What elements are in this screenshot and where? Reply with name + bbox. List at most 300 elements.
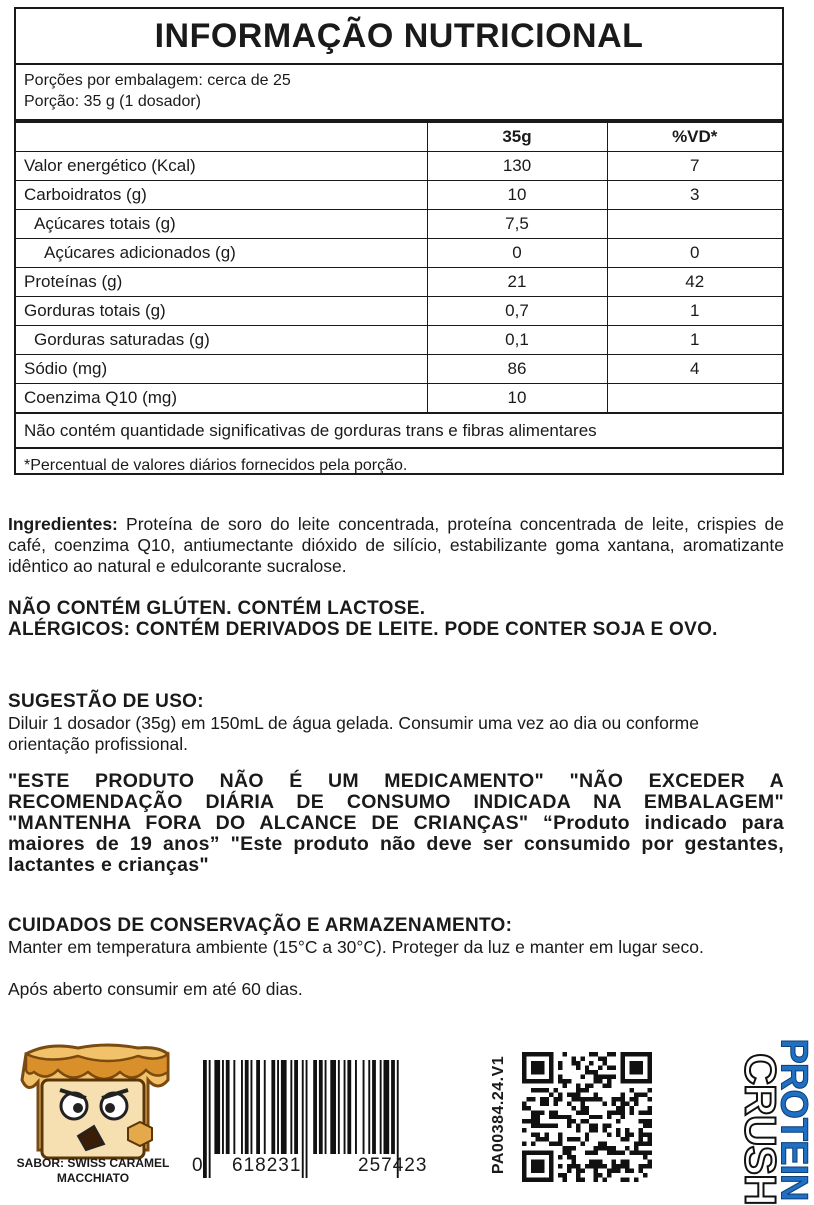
qr-module	[598, 1115, 602, 1119]
qr-module	[594, 1052, 598, 1056]
nutrient-amount: 0,1	[427, 326, 607, 355]
qr-module	[567, 1155, 571, 1159]
qr-module	[589, 1097, 593, 1101]
qr-module	[643, 1151, 647, 1155]
qr-module	[549, 1124, 553, 1128]
qr-module	[531, 1119, 535, 1123]
qr-module	[580, 1074, 584, 1078]
qr-module	[607, 1124, 611, 1128]
qr-module	[526, 1106, 530, 1110]
qr-module	[603, 1142, 607, 1146]
qr-module	[553, 1097, 557, 1101]
qr-module	[571, 1106, 575, 1110]
daily-value-footnote: *Percentual de valores diários fornecidos pela porção.	[24, 457, 408, 474]
qr-code-icon	[522, 1052, 652, 1182]
barcode-bar	[319, 1060, 323, 1154]
qr-module	[625, 1137, 629, 1141]
nutrient-dv: 42	[607, 268, 782, 297]
qr-module	[567, 1092, 571, 1096]
barcode-bar	[256, 1060, 260, 1154]
qr-module	[621, 1137, 625, 1141]
qr-module	[639, 1169, 643, 1173]
qr-module	[531, 1133, 535, 1137]
trans-fat-note: Não contém quantidade significativas de gorduras trans e fibras alimentares	[16, 413, 782, 449]
qr-module	[612, 1052, 616, 1056]
barcode-bar	[281, 1060, 287, 1154]
qr-module	[567, 1115, 571, 1119]
qr-module	[598, 1160, 602, 1164]
qr-module	[648, 1052, 652, 1083]
qr-module	[589, 1151, 593, 1155]
qr-module	[580, 1097, 584, 1101]
qr-module	[585, 1097, 589, 1101]
qr-module	[558, 1173, 562, 1177]
qr-module	[612, 1169, 616, 1173]
qr-module	[630, 1169, 634, 1173]
qr-module	[567, 1146, 571, 1150]
qr-module	[594, 1074, 598, 1078]
qr-module	[540, 1124, 544, 1128]
qr-module	[585, 1119, 589, 1123]
qr-module	[571, 1056, 575, 1060]
qr-module	[558, 1074, 562, 1078]
qr-module	[603, 1146, 607, 1150]
qr-module	[598, 1142, 602, 1146]
nutrition-title: INFORMAÇÃO NUTRICIONAL	[16, 9, 782, 65]
qr-module	[594, 1160, 598, 1164]
qr-module	[630, 1097, 634, 1101]
qr-module	[540, 1137, 544, 1141]
qr-module	[540, 1097, 544, 1101]
barcode-bar	[222, 1060, 224, 1154]
qr-module	[576, 1178, 580, 1182]
qr-module	[522, 1151, 553, 1155]
qr-module	[607, 1083, 611, 1087]
qr-module	[598, 1065, 602, 1069]
qr-module	[580, 1106, 584, 1110]
barcode-bar	[384, 1060, 390, 1154]
nutrient-label: Coenzima Q10 (mg)	[16, 384, 427, 413]
barcode-bar	[330, 1060, 336, 1154]
table-row	[16, 181, 782, 210]
storage-after-opening: Após aberto consumir em até 60 dias.	[8, 979, 303, 999]
qr-module	[621, 1106, 625, 1110]
qr-module	[553, 1101, 557, 1105]
qr-module	[616, 1119, 620, 1123]
qr-module	[558, 1142, 562, 1146]
barcode-bar	[338, 1060, 340, 1154]
qr-module	[607, 1074, 611, 1078]
qr-module	[643, 1124, 647, 1128]
qr-module	[607, 1173, 611, 1177]
qr-module	[634, 1092, 638, 1096]
brand-logo	[694, 1038, 814, 1205]
qr-module	[630, 1110, 634, 1114]
qr-module	[594, 1070, 598, 1074]
qr-module	[549, 1092, 553, 1096]
qr-module	[567, 1124, 571, 1128]
qr-module	[639, 1142, 643, 1146]
qr-module	[585, 1088, 589, 1092]
qr-module	[643, 1092, 647, 1096]
qr-module	[621, 1160, 625, 1164]
nutrient-amount: 10	[427, 384, 607, 413]
qr-module	[531, 1160, 544, 1173]
qr-module	[639, 1133, 643, 1137]
qr-module	[598, 1164, 602, 1168]
qr-module	[553, 1124, 557, 1128]
serving-info	[16, 65, 782, 123]
qr-module	[576, 1173, 580, 1177]
barcode-bar	[245, 1060, 249, 1154]
brand-word-protein: PROTEIN	[772, 1038, 814, 1201]
qr-module	[648, 1137, 652, 1141]
qr-module	[580, 1110, 584, 1114]
qr-module	[594, 1169, 598, 1173]
storage-text: Manter em temperatura ambiente (15°C a 30°C). Proteger da luz e manter em lugar seco.	[8, 937, 704, 957]
qr-module	[576, 1124, 580, 1128]
qr-module	[562, 1178, 566, 1182]
qr-module	[531, 1061, 544, 1074]
barcode-prefix: 0	[192, 1155, 204, 1176]
qr-module	[522, 1052, 526, 1083]
qr-module	[585, 1164, 589, 1168]
qr-module	[621, 1151, 625, 1155]
qr-module	[576, 1088, 580, 1092]
qr-module	[549, 1115, 553, 1119]
barcode-bar	[363, 1060, 365, 1154]
qr-module	[558, 1065, 562, 1069]
qr-module	[580, 1142, 584, 1146]
qr-module	[544, 1137, 548, 1141]
qr-module	[571, 1097, 575, 1101]
qr-module	[612, 1146, 616, 1150]
qr-module	[589, 1052, 593, 1056]
qr-module	[634, 1142, 638, 1146]
qr-module	[594, 1079, 598, 1083]
nutrient-label: Gorduras totais (g)	[16, 297, 427, 326]
barcode-bar	[380, 1060, 382, 1154]
qr-module	[612, 1160, 616, 1164]
qr-module	[598, 1056, 602, 1060]
barcode-bar	[391, 1060, 395, 1154]
table-row	[16, 355, 782, 384]
nutrient-label: Açúcares adicionados (g)	[16, 239, 427, 268]
qr-module	[621, 1052, 625, 1083]
qr-module	[634, 1178, 638, 1182]
barcode-right-digits: 257423	[358, 1155, 428, 1176]
qr-module	[630, 1133, 634, 1137]
qr-module	[580, 1169, 584, 1173]
qr-module	[648, 1142, 652, 1146]
nutrient-dv: 7	[607, 152, 782, 181]
qr-module	[535, 1110, 539, 1114]
lot-code	[486, 1040, 512, 1190]
qr-module	[535, 1119, 539, 1123]
qr-module	[639, 1119, 643, 1123]
qr-module	[558, 1164, 562, 1168]
qr-module	[625, 1160, 629, 1164]
qr-module	[531, 1097, 535, 1101]
nutrition-facts-panel	[14, 7, 784, 475]
qr-module	[648, 1106, 652, 1110]
qr-module	[616, 1164, 620, 1168]
qr-module	[526, 1097, 530, 1101]
qr-module	[643, 1110, 647, 1114]
qr-module	[594, 1115, 598, 1119]
qr-module	[603, 1128, 607, 1132]
qr-module	[634, 1146, 638, 1150]
qr-module	[585, 1065, 589, 1069]
barcode-bar	[277, 1060, 279, 1154]
qr-module	[576, 1065, 580, 1069]
qr-module	[625, 1178, 629, 1182]
qr-module	[535, 1124, 539, 1128]
qr-module	[567, 1151, 571, 1155]
qr-module	[562, 1146, 566, 1150]
barcode-bar	[325, 1060, 327, 1154]
storage-title: CUIDADOS DE CONSERVAÇÃO E ARMAZENAMENTO:	[8, 915, 513, 936]
barcode-bar	[271, 1060, 275, 1154]
barcode-bar	[313, 1060, 317, 1154]
qr-module	[571, 1061, 575, 1065]
qr-module	[625, 1164, 629, 1168]
qr-module	[643, 1155, 647, 1159]
flavor-label	[8, 1156, 178, 1186]
qr-module	[544, 1124, 548, 1128]
qr-module	[648, 1110, 652, 1114]
qr-module	[549, 1110, 553, 1114]
qr-module	[607, 1133, 611, 1137]
nutrient-dv: 4	[607, 355, 782, 384]
qr-module	[616, 1110, 620, 1114]
barcode-bar	[290, 1060, 292, 1154]
table-header-row	[16, 123, 782, 152]
qr-module	[634, 1151, 638, 1155]
qr-module	[535, 1137, 539, 1141]
qr-module	[589, 1070, 593, 1074]
qr-module	[571, 1160, 575, 1164]
qr-module	[639, 1137, 643, 1141]
qr-module	[522, 1178, 553, 1182]
qr-module	[607, 1079, 611, 1083]
qr-module	[544, 1133, 548, 1137]
qr-module	[544, 1088, 548, 1092]
brand-word-crush: CRUSH	[735, 1053, 785, 1205]
qr-module	[580, 1119, 584, 1123]
qr-module	[571, 1119, 575, 1123]
qr-module	[531, 1115, 535, 1119]
qr-module	[616, 1097, 620, 1101]
servings-per-package: Porções por embalagem: cerca de 25	[24, 72, 291, 89]
qr-module	[576, 1137, 580, 1141]
table-row	[16, 268, 782, 297]
header-amount: 35g	[427, 123, 607, 152]
qr-module	[576, 1169, 580, 1173]
qr-module	[567, 1137, 571, 1141]
qr-module	[589, 1124, 593, 1128]
qr-module	[634, 1101, 638, 1105]
nutrient-label: Gorduras saturadas (g)	[16, 326, 427, 355]
qr-module	[571, 1146, 575, 1150]
qr-module	[535, 1133, 539, 1137]
nutrient-dv: 0	[607, 239, 782, 268]
qr-module	[558, 1079, 562, 1083]
qr-module	[562, 1083, 566, 1087]
qr-module	[616, 1151, 620, 1155]
nutrient-dv: 1	[607, 297, 782, 326]
qr-module	[558, 1155, 562, 1159]
qr-module	[535, 1088, 539, 1092]
qr-module	[580, 1101, 584, 1105]
qr-module	[643, 1164, 647, 1168]
qr-module	[621, 1052, 652, 1056]
qr-module	[576, 1061, 580, 1065]
qr-module	[580, 1088, 584, 1092]
qr-module	[540, 1110, 544, 1114]
qr-module	[553, 1115, 557, 1119]
allergens-notice: ALÉRGICOS: CONTÉM DERIVADOS DE LEITE. PODE CONTER SOJA E OVO.	[8, 619, 718, 640]
ingredients-label: Ingredientes:	[8, 514, 118, 534]
table-row	[16, 326, 782, 355]
qr-module	[643, 1142, 647, 1146]
qr-module	[639, 1110, 643, 1114]
qr-module	[594, 1173, 598, 1177]
barcode-bar	[264, 1060, 266, 1154]
nutrient-dv	[607, 384, 782, 413]
qr-module	[648, 1160, 652, 1164]
table-row	[16, 384, 782, 413]
qr-module	[544, 1101, 548, 1105]
nutrient-amount: 21	[427, 268, 607, 297]
nutrient-dv: 1	[607, 326, 782, 355]
qr-module	[607, 1146, 611, 1150]
qr-module	[625, 1133, 629, 1137]
qr-module	[558, 1092, 562, 1096]
qr-module	[522, 1079, 553, 1083]
nutrient-amount: 7,5	[427, 210, 607, 239]
qr-module	[594, 1151, 598, 1155]
qr-module	[526, 1119, 530, 1123]
nutrient-dv	[607, 210, 782, 239]
qr-module	[612, 1101, 616, 1105]
flavor-line-1: SABOR: SWISS CARAMEL	[16, 1156, 170, 1170]
qr-module	[567, 1164, 571, 1168]
qr-module	[648, 1133, 652, 1137]
nutrient-amount: 0	[427, 239, 607, 268]
qr-module	[594, 1092, 598, 1096]
qr-module	[607, 1169, 611, 1173]
qr-module	[558, 1061, 562, 1065]
qr-module	[630, 1088, 634, 1092]
nutrient-dv: 3	[607, 181, 782, 210]
qr-module	[549, 1142, 553, 1146]
nutrient-label: Proteínas (g)	[16, 268, 427, 297]
qr-module	[621, 1110, 625, 1114]
qr-module	[567, 1101, 571, 1105]
header-empty	[16, 123, 427, 152]
qr-module	[522, 1101, 526, 1105]
nutrient-amount: 10	[427, 181, 607, 210]
qr-module	[603, 1164, 607, 1168]
qr-module	[598, 1097, 602, 1101]
barcode-bar	[347, 1060, 351, 1154]
qr-module	[594, 1178, 598, 1182]
qr-module	[585, 1070, 589, 1074]
qr-module	[531, 1088, 535, 1092]
table-row	[16, 297, 782, 326]
qr-module	[621, 1115, 625, 1119]
qr-module	[648, 1164, 652, 1168]
nutrient-label: Valor energético (Kcal)	[16, 152, 427, 181]
flavor-line-2: MACCHIATO	[56, 1171, 130, 1185]
qr-module	[553, 1142, 557, 1146]
qr-module	[612, 1065, 616, 1069]
qr-module	[607, 1151, 611, 1155]
nutrition-table	[16, 123, 782, 413]
qr-module	[544, 1097, 548, 1101]
ingredients-text: Proteína de soro do leite concentrada, proteína concentrada de leite, crispies de café, coenzima Q10, antiumectante dióxido de silício, estabilizante goma xantana, aromatizante idêntico ao natural e edulcorante sucralose.	[8, 514, 784, 576]
qr-module	[562, 1115, 566, 1119]
qr-module	[562, 1079, 566, 1083]
qr-module	[607, 1065, 611, 1069]
qr-module	[562, 1173, 566, 1177]
lot-code-text: PA00384.24.V1	[490, 1055, 507, 1175]
table-row	[16, 239, 782, 268]
qr-module	[540, 1101, 544, 1105]
barcode-bar	[344, 1060, 346, 1154]
qr-module	[643, 1173, 647, 1177]
barcode-bar	[226, 1060, 230, 1154]
qr-module	[522, 1151, 526, 1182]
qr-module	[612, 1110, 616, 1114]
qr-module	[576, 1128, 580, 1132]
qr-module	[522, 1142, 526, 1146]
qr-module	[648, 1119, 652, 1123]
nutrient-label: Carboidratos (g)	[16, 181, 427, 210]
nutrient-label: Sódio (mg)	[16, 355, 427, 384]
ingredients-block	[8, 514, 784, 577]
usage-title: SUGESTÃO DE USO:	[8, 691, 204, 712]
qr-module	[639, 1092, 643, 1096]
qr-module	[522, 1106, 526, 1110]
qr-module	[625, 1101, 629, 1105]
qr-module	[594, 1097, 598, 1101]
qr-module	[616, 1133, 620, 1137]
barcode-bar	[355, 1060, 357, 1154]
qr-module	[616, 1106, 620, 1110]
barcode-bar	[214, 1060, 220, 1154]
qr-module	[558, 1133, 562, 1137]
qr-module	[648, 1151, 652, 1155]
table-row	[16, 152, 782, 181]
qr-module	[580, 1056, 584, 1060]
header-daily-value: %VD*	[607, 123, 782, 152]
qr-module	[571, 1164, 575, 1168]
qr-module	[576, 1092, 580, 1096]
qr-module	[576, 1164, 580, 1168]
qr-module	[598, 1173, 602, 1177]
usage-text: Diluir 1 dosador (35g) em 150mL de água gelada. Consumir uma vez ao dia ou conforme orientação profissional.	[8, 713, 699, 754]
qr-module	[553, 1088, 557, 1092]
qr-module	[616, 1128, 620, 1132]
qr-module	[531, 1110, 535, 1114]
qr-module	[621, 1164, 625, 1168]
qr-module	[616, 1169, 620, 1173]
qr-module	[585, 1110, 589, 1114]
qr-module	[558, 1137, 562, 1141]
qr-module	[531, 1142, 535, 1146]
